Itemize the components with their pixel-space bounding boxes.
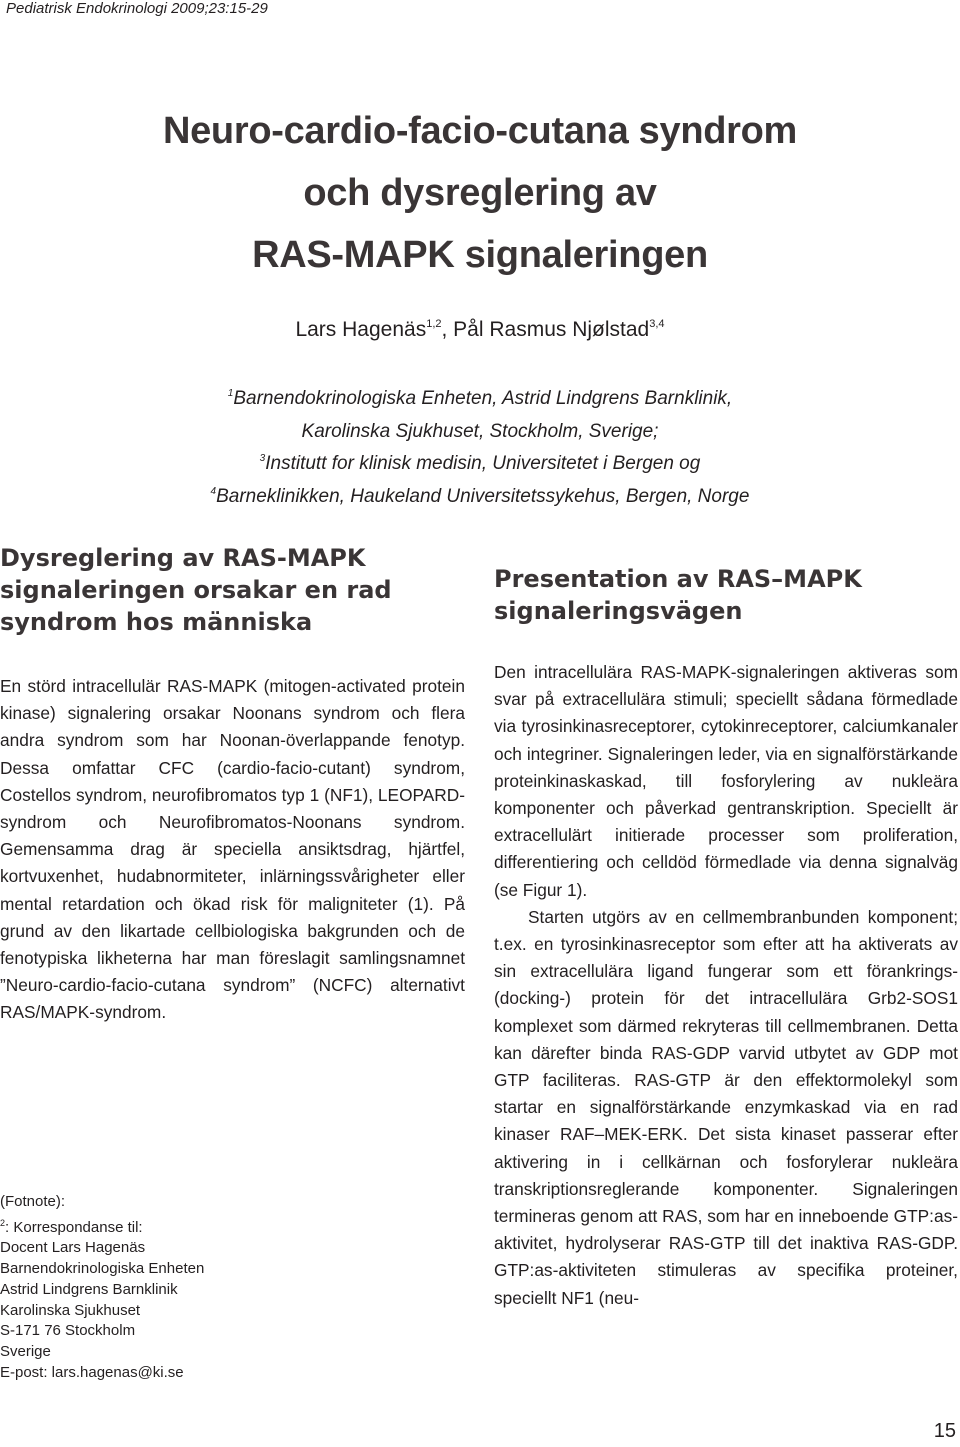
author-list	[0, 318, 960, 342]
right-column	[494, 563, 958, 1312]
author-affiliation-marker: 3,4	[649, 318, 665, 330]
author-affiliation-marker: 1,2	[426, 318, 442, 330]
email-address: E-post: lars.hagenas@ki.se	[0, 1363, 184, 1381]
affiliation-line: $^3$Institutt for klinisk medisin, Universitetet i Bergen og	[259, 453, 701, 474]
author-name: Pål Rasmus Njølstad	[453, 318, 650, 341]
footnote-label: (Fotnote):	[0, 1193, 66, 1210]
body-paragraph: En störd intracellulär RAS-MAPK (mitogen-activated protein kinase) signalering orsakar Noonans syndrom och flera andra syndrom som har Noonan-överlappande fenotyp. Dessa omfattar CFC (cardio-facio-cutant) syndrom, Costellos syndrom, neurofibromatos typ 1 (NF1), LEOPARD-syndrom och Neurofibromatos-Noonans syndrom. Gemensamma drag är speciella ansiktsdrag, hjärtfel, kortvuxenhet, hudabnormiteter, inlärningssvårigheter eller mental retardation och ökad risk för maligniteter (1). På grund av den likartade cellbiologiska bakgrunden och de fenotypiska likheterna har man föreslagit samlingsnamnet ”Neuro-cardio-facio-cutana syndrom” (NCFC) alternativt RAS/MAPK-syndrom.	[0, 676, 465, 1023]
body-paragraph: Den intracellulära RAS-MAPK-signaleringen aktiveras som svar på extracellulära stimuli; speciellt sådana förmedlade via tyrosinkinasreceptorer, cytokinreceptorer, calciumkanaler och integriner. Signaleringen leder, via en signalförstärkande proteinkinaskaskad, till fosforylering av nukleära komponenter och påverkad gentranskription. Speciellt är extracellulärt initierade processer som proliferation, differentiering och celldöd förmedlade via denna signalväg (se Figur 1).	[494, 662, 958, 900]
section-heading: Presentation av RAS–MAPK signaleringsvägen	[494, 565, 862, 625]
affiliation-line: $^1$Barnendokrinologiska Enheten, Astrid Lindgrens Barnklinik,	[227, 388, 733, 409]
affiliation-line: $^4$Barneklinikken, Haukeland Universitetssykehus, Bergen, Norge	[210, 485, 750, 507]
affiliation-line: Karolinska Sjukhuset, Stockholm, Sverige;	[301, 420, 659, 442]
journal-citation: Pediatrisk Endokrinologi 2009;23:15-29	[6, 0, 268, 17]
footnote-marker: 2	[0, 1217, 6, 1228]
body-paragraph: Starten utgörs av en cellmembranbunden komponent; t.ex. en tyrosinkinasreceptor som efter att ha aktiverats av sin extracellulära ligand fungerar som ett förankrings- (docking-) protein för det intracellulära Grb2-SOS1 komplexet som därmed rekryteras till cellmembranen. Detta kan därefter binda RAS-GDP varvid utbytet av GDP mot GTP faciliteras. RAS-GTP är den effektormolekyl som startar en signalförstärkande enzymkaskad via en rad kinaser RAF–MEK-ERK. Det sista kinaset passerar efter aktivering in i cellkärnan och fosforylerar nukleära transkriptionsreglerande komponenter. Signaleringen termineras genom att RAS, som har en inneboende GTP:as-aktivitet, hydrolyserar RAS-GTP till det inaktiva RAS-GDP. GTP:as-aktiviteten stimuleras av specifika proteiner, speciellt NF1 (neu-	[494, 906, 958, 1308]
author-name: Lars Hagenäs	[295, 318, 427, 341]
correspondence-footnote: (Fotnote): $^2$: Korrespondanse til: Docent Lars Hagenäs Barnendokrinologiska Enheten Astrid Lindgrens Barnklinik Karolinska Sjukhuset S-171 76 Stockholm Sverige E-post: lars.hagenas@ki.se	[0, 1192, 204, 1383]
page-number: 15	[933, 1420, 956, 1442]
title-line: och dysreglering av	[303, 172, 657, 214]
affiliations	[0, 380, 960, 510]
author-separator: ,	[441, 318, 454, 341]
article-title	[0, 100, 960, 286]
left-column	[0, 542, 465, 1027]
section-heading: Dysreglering av RAS-MAPK signaleringen orsakar en rad syndrom hos människa	[0, 544, 392, 636]
title-line: Neuro-cardio-facio-cutana syndrom	[162, 110, 798, 152]
title-line: RAS-MAPK signaleringen	[252, 234, 708, 276]
